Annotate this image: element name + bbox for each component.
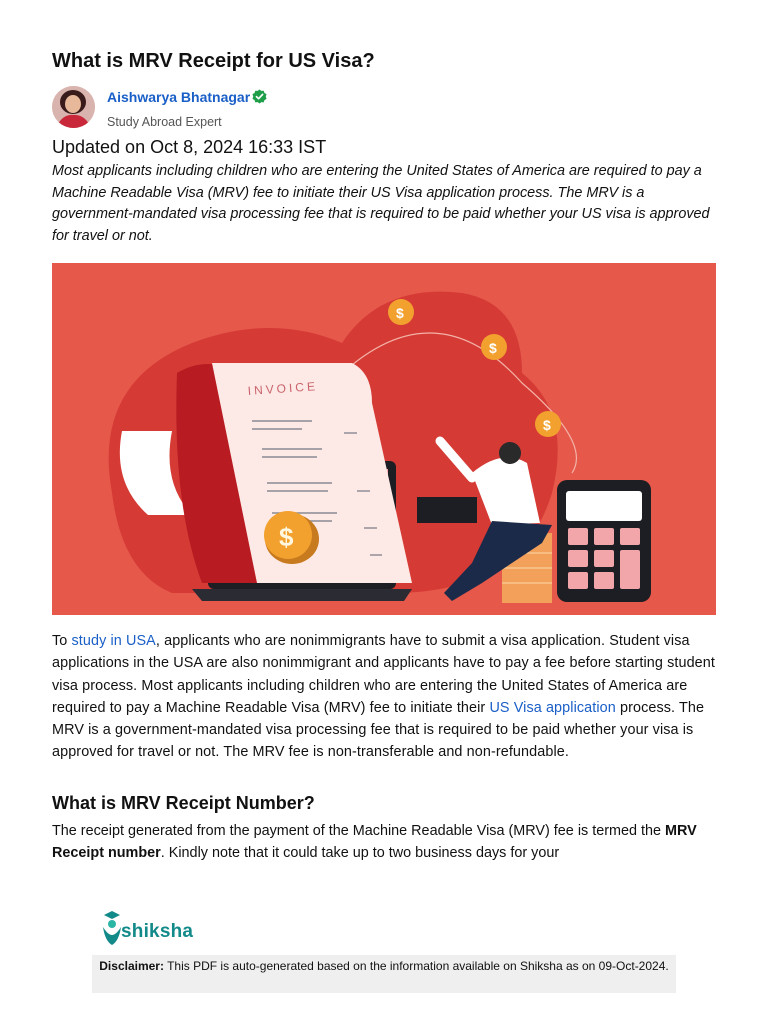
disclaimer-box: Disclaimer: This PDF is auto-generated based on the information available on Shiksha as on 09-Oct-2024.: [92, 955, 676, 993]
author-name[interactable]: Aishwarya Bhatnagar: [107, 89, 267, 105]
page-title: What is MRV Receipt for US Visa?: [52, 50, 375, 72]
intro-paragraph: Most applicants including children who are entering the United States of America are required to pay a Machine Readable Visa (MRV) fee to initiate their US Visa application process. The MRV is a government-mandated visa processing fee that is required to be paid whether your US visa is approved for travel or not.: [52, 163, 710, 244]
hero-illustration: [52, 263, 716, 615]
graduate-icon: [101, 907, 123, 947]
section-heading: What is MRV Receipt Number?: [52, 793, 315, 813]
study-in-usa-link[interactable]: study in USA: [71, 633, 156, 649]
svg-text:$: $: [396, 305, 404, 321]
svg-text:$: $: [489, 340, 497, 356]
verified-badge-icon: [252, 89, 267, 104]
shiksha-logo[interactable]: shiksha: [101, 905, 211, 949]
avatar[interactable]: [52, 86, 95, 128]
updated-timestamp: Updated on Oct 8, 2024 16:33 IST: [52, 137, 327, 157]
invoice-label: INVOICE: [247, 379, 319, 398]
dollar-coin-icon: $: [279, 522, 294, 552]
body-paragraph-1: To study in USA, applicants who are nonimmigrants have to submit a visa application. Student visa applications in the USA are also nonimmigrant and applicants have to pay a fee before starting student visa process. Most applicants including children who are entering the United States of America are required to pay a Machine Readable Visa (MRV) fee to initiate their US Visa application process. The MRV is a government-mandated visa processing fee that is required to be paid whether your visa is approved for travel or not. The MRV fee is non-transferable and non-refundable.: [52, 633, 715, 761]
author-block: [52, 86, 716, 130]
body-paragraph-2: The receipt generated from the payment of the Machine Readable Visa (MRV) fee is termed the MRV Receipt number. Kindly note that it could take up to two business days for your: [52, 823, 697, 861]
us-visa-application-link[interactable]: US Visa application: [489, 699, 616, 716]
mrv-receipt-number-term: MRV Receipt number: [52, 823, 697, 861]
author-role: Study Abroad Expert: [107, 115, 222, 129]
svg-text:$: $: [543, 417, 551, 433]
